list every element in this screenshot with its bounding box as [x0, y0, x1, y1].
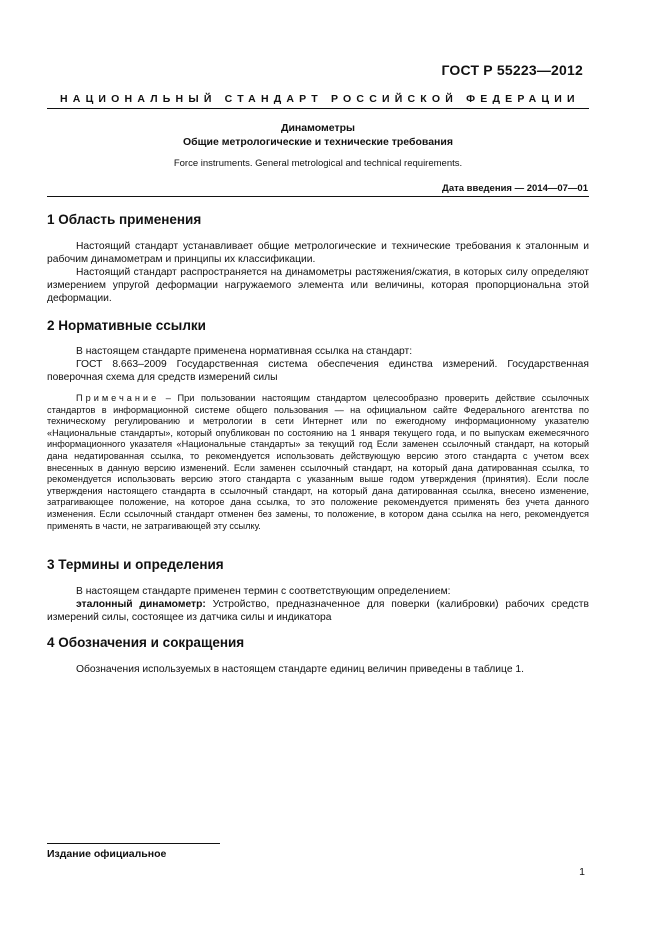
section-symbols — [47, 663, 589, 676]
document-title-english: Force instruments. General metrological and technical requirements. — [173, 158, 463, 169]
title-line-1: Динамометры — [280, 122, 355, 134]
header-divider — [47, 108, 589, 109]
paragraph: Обозначения используемых в настоящем стандарте единиц величин приведены в таблице 1. — [76, 664, 525, 675]
footer-divider — [47, 843, 220, 844]
date-divider — [47, 196, 589, 197]
section-scope — [47, 240, 589, 305]
note-label: Примечание — [76, 393, 160, 403]
note — [47, 393, 589, 532]
term: эталонный динамометр: — [76, 599, 206, 610]
section-references — [47, 345, 589, 384]
title-line-2: Общие метрологические и технические требования — [183, 136, 453, 148]
section-heading-symbols: 4 Обозначения и сокращения — [47, 635, 245, 650]
effective-date: Дата введения — 2014—07—01 — [442, 183, 588, 194]
standard-banner: НАЦИОНАЛЬНЫЙ СТАНДАРТ РОССИЙСКОЙ ФЕДЕРАЦИИ — [60, 93, 580, 105]
section-terms — [47, 585, 589, 624]
paragraph: Настоящий стандарт распространяется на динамометры растяжения/сжатия, в которых силу определяют измерением упругой деформации нагружаемого элемента или величины, которая пропорциональна этой деформации. — [47, 267, 589, 304]
note-text: – При пользовании настоящим стандартом целесообразно проверить действие ссылочных стандартов в информационной системе общего пользования — на официальном сайте Федерального агентства по техническому регулированию и метрологии в сети Интернет или по ежегодному информационному указателю «Национальные стандарты», который опубликован по состоянию на 1 января текущего года, и по выпускам ежемесячного информационного указателя «Национальные стандарты» за текущий год Если заменен ссылочный стандарт, на который дана недатированная ссылка, то рекомендуется использовать действующую версию этого стандарта с учетом всех внесенных в данную версию изменений. Если заменен ссылочный стандарт, на который дана датированная ссылка, то рекомендуется использовать версию этого стандарта с указанным выше годом утверждения (принятия). Если после утверждения настоящего стандарта в ссылочный стандарт, на который дана датированная ссылка, внесено изменение, затрагивающее положение, на которое дана ссылка, то это положение рекомендуется применять без учета данного изменения. Если ссылочный стандарт отменен без замены, то положение, в котором дана ссылка на него, рекомендуется применять в части, не затрагивающей эту ссылку. — [47, 393, 589, 531]
paragraph: ГОСТ 8.663–2009 Государственная система обеспечения единства измерений. Государственная поверочная схема для средств измерений силы — [47, 359, 589, 383]
section-heading-terms: 3 Термины и определения — [47, 557, 224, 572]
footer-label: Издание официальное — [47, 848, 167, 860]
paragraph: В настоящем стандарте применен термин с соответствующим определением: — [76, 586, 451, 597]
paragraph: Настоящий стандарт устанавливает общие метрологические и технические требования к эталонным и рабочим динамометрам и принципы их классификации. — [47, 241, 589, 265]
definition: Устройство, предназначенное для поверки (калибровки) рабочих средств измерений силы, состоящее из датчика силы и индикатора — [47, 599, 589, 623]
term-definition — [47, 598, 589, 624]
document-code: ГОСТ Р 55223—2012 — [441, 62, 583, 78]
paragraph: В настоящем стандарте применена нормативная ссылка на стандарт: — [76, 346, 413, 357]
document-title — [47, 121, 589, 149]
page-number: 1 — [579, 866, 585, 878]
section-heading-references: 2 Нормативные ссылки — [47, 318, 206, 333]
section-heading-scope: 1 Область применения — [47, 212, 202, 227]
